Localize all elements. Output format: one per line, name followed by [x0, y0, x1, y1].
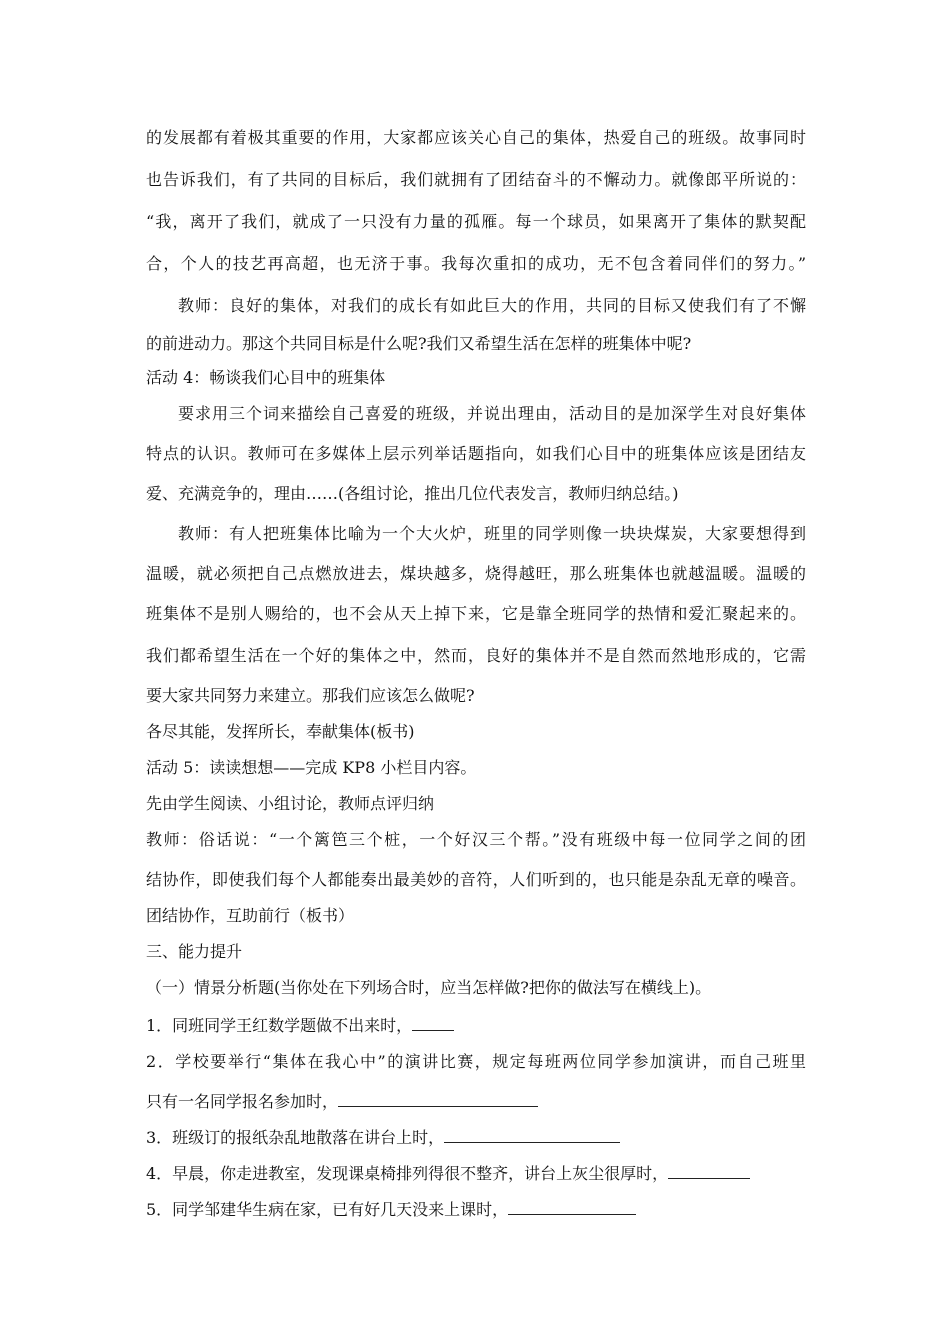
text-line	[146, 1092, 538, 1112]
text-line	[146, 1128, 620, 1148]
text-line-content: 温暖，就必须把自己点燃放进去，煤块越多，烧得越旺，那么班集体也就越温暖。温暖的	[146, 564, 807, 583]
text-line	[146, 830, 808, 850]
text-line	[146, 444, 807, 464]
text-line	[146, 212, 807, 232]
text-line	[146, 128, 807, 148]
text-line-content: 4．早晨，你走进教室，发现课桌椅排列得很不整齐，讲台上灰尘很厚时，	[146, 1164, 669, 1183]
text-line	[146, 254, 807, 274]
text-line	[146, 170, 807, 190]
text-line	[178, 524, 807, 544]
text-line-content: 特点的认识。教师可在多媒体上层示列举话题指向，如我们心目中的班集体应该是团结友	[146, 444, 807, 463]
text-line	[146, 1052, 808, 1072]
text-line	[146, 368, 385, 388]
text-line	[146, 942, 242, 962]
text-line-content: 教师：有人把班集体比喻为一个大火炉，班里的同学则像一块块煤炭，大家要想得到	[178, 524, 807, 543]
text-line	[146, 722, 415, 742]
text-line	[146, 334, 691, 354]
text-line	[178, 404, 807, 424]
text-line	[146, 758, 476, 778]
answer-blank[interactable]	[668, 1164, 750, 1179]
answer-blank[interactable]	[508, 1200, 636, 1215]
text-line-content: 1．同班同学王红数学题做不出来时，	[146, 1016, 413, 1035]
text-line-content: 爱、充满竞争的，理由……(各组讨论，推出几位代表发言，教师归纳总结。)	[146, 484, 679, 503]
text-line-content: 2．学校要举行“集体在我心中”的演讲比赛，规定每班两位同学参加演讲，而自己班里	[146, 1052, 808, 1071]
text-line	[146, 1164, 750, 1184]
text-line	[146, 794, 434, 814]
text-line	[146, 1200, 636, 1220]
text-line	[146, 686, 475, 706]
text-line-content: “我，离开了我们，就成了一只没有力量的孤雁。每一个球员，如果离开了集体的默契配	[146, 212, 808, 231]
answer-blank[interactable]	[444, 1128, 620, 1143]
text-line-content: 教师：良好的集体，对我们的成长有如此巨大的作用，共同的目标又使我们有了不懈	[178, 296, 807, 315]
text-line-content: 团结协作，互助前行（板书）	[146, 906, 355, 925]
text-line	[146, 906, 354, 926]
text-line-content: 班集体不是别人赐给的，也不会从天上掉下来，它是靠全班同学的热情和爱汇聚起来的。	[146, 604, 807, 623]
text-line-content: 教师：俗话说：“一个篱笆三个桩，一个好汉三个帮。”没有班级中每一位同学之间的团	[146, 830, 808, 849]
text-line-content: 要求用三个词来描绘自己喜爱的班级，并说出理由，活动目的是加深学生对良好集体	[178, 404, 807, 423]
text-line-content: 5．同学邹建华生病在家，已有好几天没来上课时，	[146, 1200, 509, 1219]
text-line-content: 也告诉我们，有了共同的目标后，我们就拥有了团结奋斗的不懈动力。就像郎平所说的：	[146, 170, 807, 189]
text-line	[146, 1016, 454, 1036]
text-line-content: 各尽其能，发挥所长，奉献集体(板书)	[146, 722, 415, 741]
text-line-content: 三、能力提升	[146, 942, 243, 961]
text-line-content: 我们都希望生活在一个好的集体之中，然而，良好的集体并不是自然而然地形成的，它需	[146, 646, 807, 665]
text-line	[146, 870, 807, 890]
text-line	[178, 296, 807, 316]
text-line-content: 先由学生阅读、小组讨论，教师点评归纳	[146, 794, 435, 813]
text-line-content: 合，个人的技艺再高超，也无济于事。我每次重扣的成功，无不包含着同伴们的努力。”	[146, 254, 808, 273]
text-line	[146, 564, 807, 584]
text-line-content: （一）情景分析题(当你处在下列场合时，应当怎样做?把你的做法写在横线上)。	[146, 978, 712, 997]
text-line-content: 的前进动力。那这个共同目标是什么呢?我们又希望生活在怎样的班集体中呢?	[146, 334, 692, 353]
text-line	[146, 646, 807, 666]
answer-blank[interactable]	[412, 1016, 454, 1031]
text-line-content: 结协作，即使我们每个人都能奏出最美妙的音符，人们听到的，也只能是杂乱无章的噪音。	[146, 870, 807, 889]
text-line	[146, 604, 807, 624]
answer-blank[interactable]	[338, 1092, 538, 1107]
text-line-content: 活动 5：读读想想——完成 KP8 小栏目内容。	[146, 758, 477, 777]
text-line	[146, 978, 711, 998]
text-line-content: 要大家共同努力来建立。那我们应该怎么做呢?	[146, 686, 475, 705]
text-line-content: 的发展都有着极其重要的作用，大家都应该关心自己的集体，热爱自己的班级。故事同时	[146, 128, 807, 147]
text-line	[146, 484, 679, 504]
text-line-content: 3．班级订的报纸杂乱地散落在讲台上时，	[146, 1128, 445, 1147]
text-line-content: 只有一名同学报名参加时，	[146, 1092, 339, 1111]
text-line-content: 活动 4：畅谈我们心目中的班集体	[146, 368, 386, 387]
